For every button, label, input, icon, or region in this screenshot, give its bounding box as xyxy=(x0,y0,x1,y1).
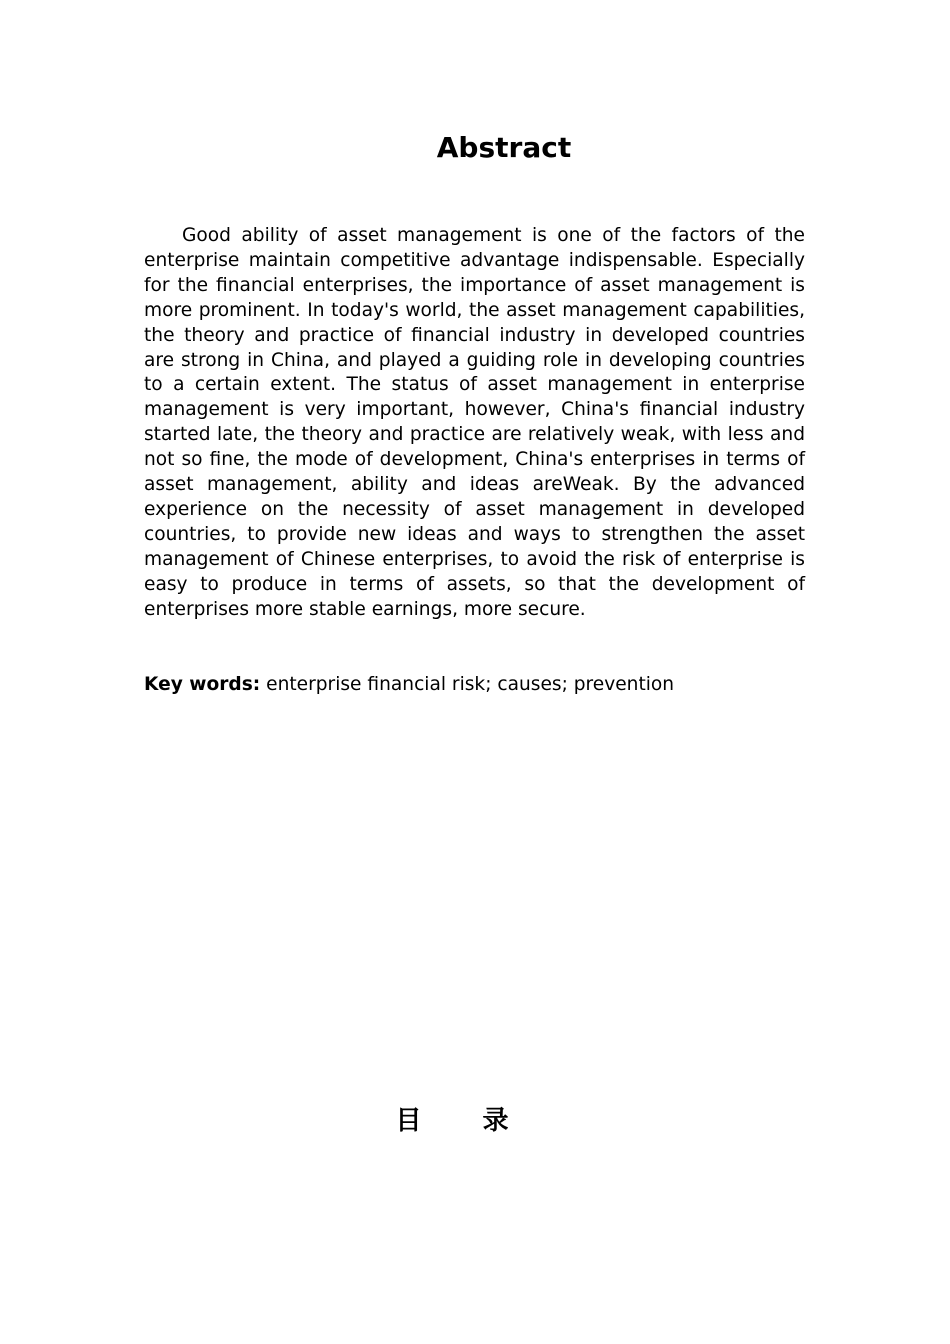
keywords-text: enterprise financial risk; causes; prevention xyxy=(260,674,675,695)
abstract-body: Good ability of asset management is one of the factors of the enterprise maintain competitive advantage indispensable. Especially for the financial enterprises, the importance of asset management is more prominent. In today's world, the asset management capabilities, the theory and practice of financial industry in developed countries are strong in China, and played a guiding role in developing countries to a certain extent. The status of asset management in enterprise management is very important, however, China's financial industry started late, the theory and practice are relatively weak, with less and not so fine, the mode of development, China's enterprises in terms of asset management, ability and ideas areWeak. By the advanced experience on the necessity of asset management in developed countries, to provide new ideas and ways to strengthen the asset management of Chinese enterprises, to avoid the risk of enterprise is easy to produce in terms of assets, so that the development of enterprises more stable earnings, more secure. xyxy=(144,225,805,620)
keywords-line xyxy=(144,672,805,697)
toc-title: 目 录 xyxy=(395,1106,535,1136)
keywords-label: Key words: xyxy=(144,674,261,695)
abstract-title: Abstract xyxy=(436,131,572,164)
